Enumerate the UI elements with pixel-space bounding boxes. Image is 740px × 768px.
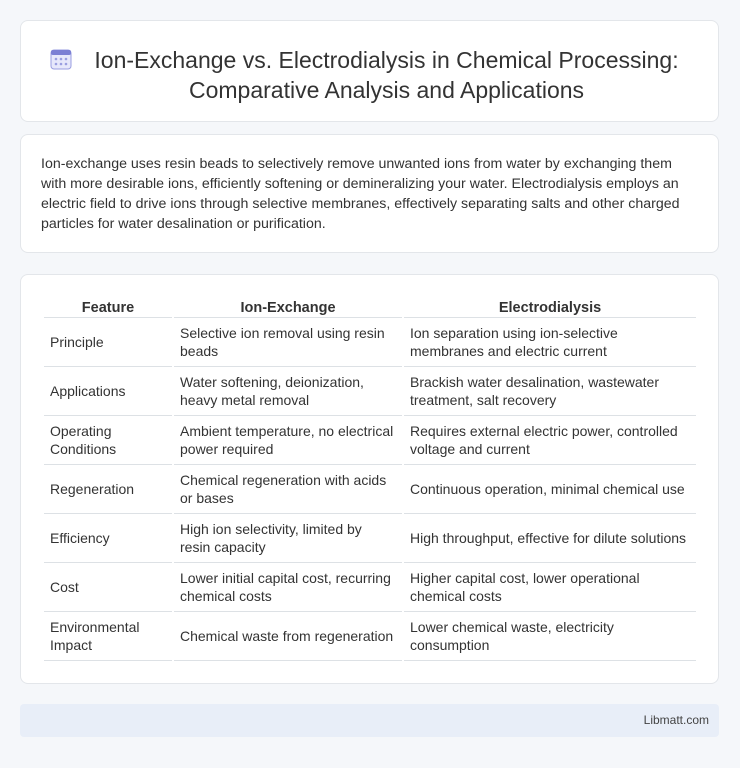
- ion-exchange-cell: Selective ion removal using resin beads: [174, 318, 402, 367]
- ion-exchange-cell: Water softening, deionization, heavy metal removal: [174, 367, 402, 416]
- ion-exchange-cell: Chemical waste from regeneration: [174, 612, 402, 661]
- intro-paragraph: Ion-exchange uses resin beads to selectively remove unwanted ions from water by exchanging them with more desirable ions, efficiently softening or demineralizing your water. Electrodialysis employs an electric field to drive ions through selective membranes, effectively separating salts and other charged particles for water desalination or purification.: [41, 156, 680, 232]
- table-header-row: [44, 294, 696, 318]
- feature-cell: Efficiency: [44, 514, 172, 563]
- table-row: [44, 367, 696, 416]
- table-row: [44, 465, 696, 514]
- electrodialysis-cell: Lower chemical waste, electricity consumption: [404, 612, 696, 661]
- feature-cell: Regeneration: [44, 465, 172, 514]
- electrodialysis-cell: Higher capital cost, lower operational chemical costs: [404, 563, 696, 612]
- column-header-ion-exchange: Ion-Exchange: [174, 294, 402, 318]
- electrodialysis-cell: Brackish water desalination, wastewater treatment, salt recovery: [404, 367, 696, 416]
- intro-card: [20, 134, 719, 253]
- feature-cell: Operating Conditions: [44, 416, 172, 465]
- table-row: [44, 514, 696, 563]
- feature-cell: Cost: [44, 563, 172, 612]
- table-row: [44, 318, 696, 367]
- feature-cell: Applications: [44, 367, 172, 416]
- column-header-feature: Feature: [44, 294, 172, 318]
- table-row: [44, 416, 696, 465]
- ion-exchange-cell: Chemical regeneration with acids or bases: [174, 465, 402, 514]
- title-card: [20, 20, 719, 122]
- footer-site-name: Libmatt.com: [643, 713, 709, 727]
- comparison-table: [42, 294, 698, 661]
- electrodialysis-cell: Requires external electric power, controlled voltage and current: [404, 416, 696, 465]
- footer-bar: [20, 704, 719, 737]
- electrodialysis-cell: High throughput, effective for dilute solutions: [404, 514, 696, 563]
- electrodialysis-cell: Continuous operation, minimal chemical use: [404, 465, 696, 514]
- page-title: Ion-Exchange vs. Electrodialysis in Chemical Processing: Comparative Analysis and Applications: [94, 47, 679, 103]
- column-header-electrodialysis: Electrodialysis: [404, 294, 696, 318]
- electrodialysis-cell: Ion separation using ion-selective membranes and electric current: [404, 318, 696, 367]
- feature-cell: Principle: [44, 318, 172, 367]
- table-row: [44, 612, 696, 661]
- ion-exchange-cell: Lower initial capital cost, recurring chemical costs: [174, 563, 402, 612]
- table-row: [44, 563, 696, 612]
- ion-exchange-cell: High ion selectivity, limited by resin capacity: [174, 514, 402, 563]
- ion-exchange-cell: Ambient temperature, no electrical power required: [174, 416, 402, 465]
- feature-cell: Environmental Impact: [44, 612, 172, 661]
- comparison-card: [20, 274, 719, 684]
